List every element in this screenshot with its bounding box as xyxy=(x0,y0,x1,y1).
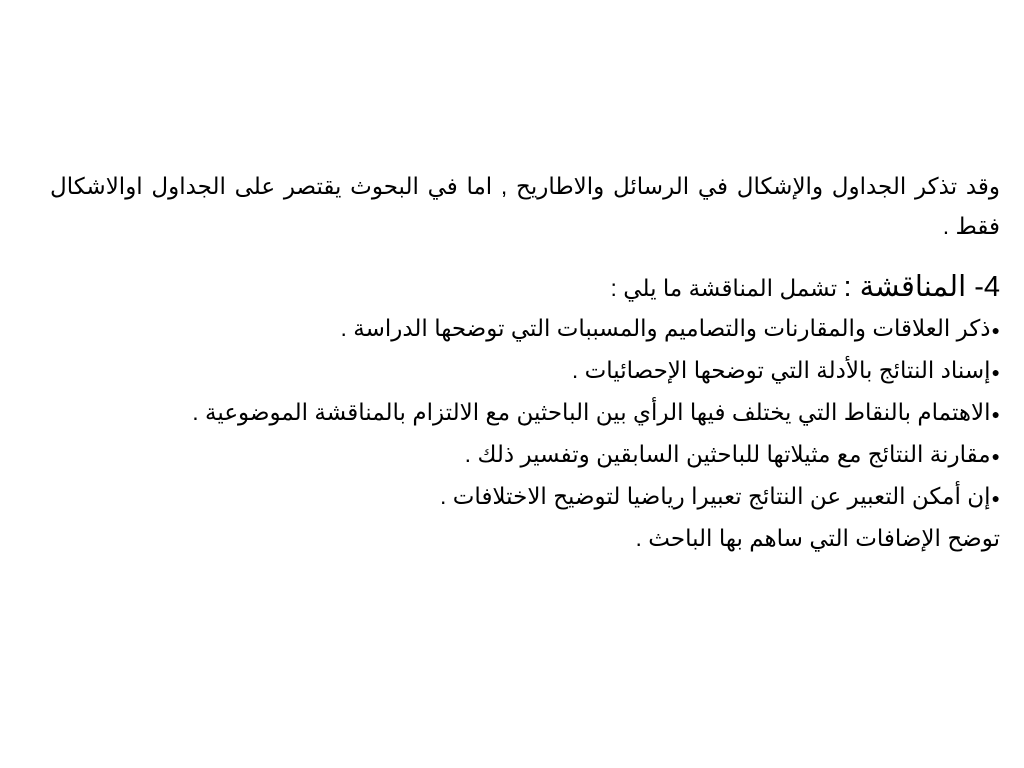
closing-line: توضح الإضافات التي ساهم بها الباحث . xyxy=(635,524,1000,551)
bullet-dot-icon: ● xyxy=(991,405,1000,422)
bullet-item xyxy=(50,392,1000,434)
bullet-text: الاهتمام بالنقاط التي يختلف فيها الرأي بين الباحثين مع الالتزام بالمناقشة الموضوعية . xyxy=(192,398,991,425)
bullet-text: ذكر العلاقات والمقارنات والتصاميم والمسببات التي توضحها الدراسة . xyxy=(340,315,991,341)
bullet-dot-icon: ● xyxy=(991,363,1000,380)
bullet-text: إسناد النتائج بالأدلة التي توضحها الإحصائيات . xyxy=(571,356,991,383)
bullet-item xyxy=(50,350,1000,392)
bullet-dot-icon: ● xyxy=(991,321,1000,338)
section-subtitle: تشمل المناقشة ما يلي : xyxy=(610,275,838,301)
bullet-text: إن أمكن التعبير عن النتائج تعبيرا رياضيا لتوضيح الاختلافات . xyxy=(440,482,991,509)
paragraph-gap xyxy=(50,246,1000,267)
bullet-item xyxy=(50,476,1000,518)
bullet-text: مقارنة النتائج مع مثيلاتها للباحثين السابقين وتفسير ذلك . xyxy=(464,440,991,467)
bullet-dot-icon: ● xyxy=(991,489,1000,506)
intro-paragraph: وقد تذكر الجداول والإشكال في الرسائل والاطاريح , اما في البحوث يقتصر على الجداول اوالاشكال فقط . xyxy=(50,173,1000,239)
bullet-item xyxy=(50,308,1000,350)
section-title: 4- المناقشة : xyxy=(843,271,1000,303)
slide-content xyxy=(50,166,1000,558)
bullet-dot-icon: ● xyxy=(991,447,1000,464)
bullet-item xyxy=(50,434,1000,476)
discussion-heading xyxy=(50,267,1000,308)
